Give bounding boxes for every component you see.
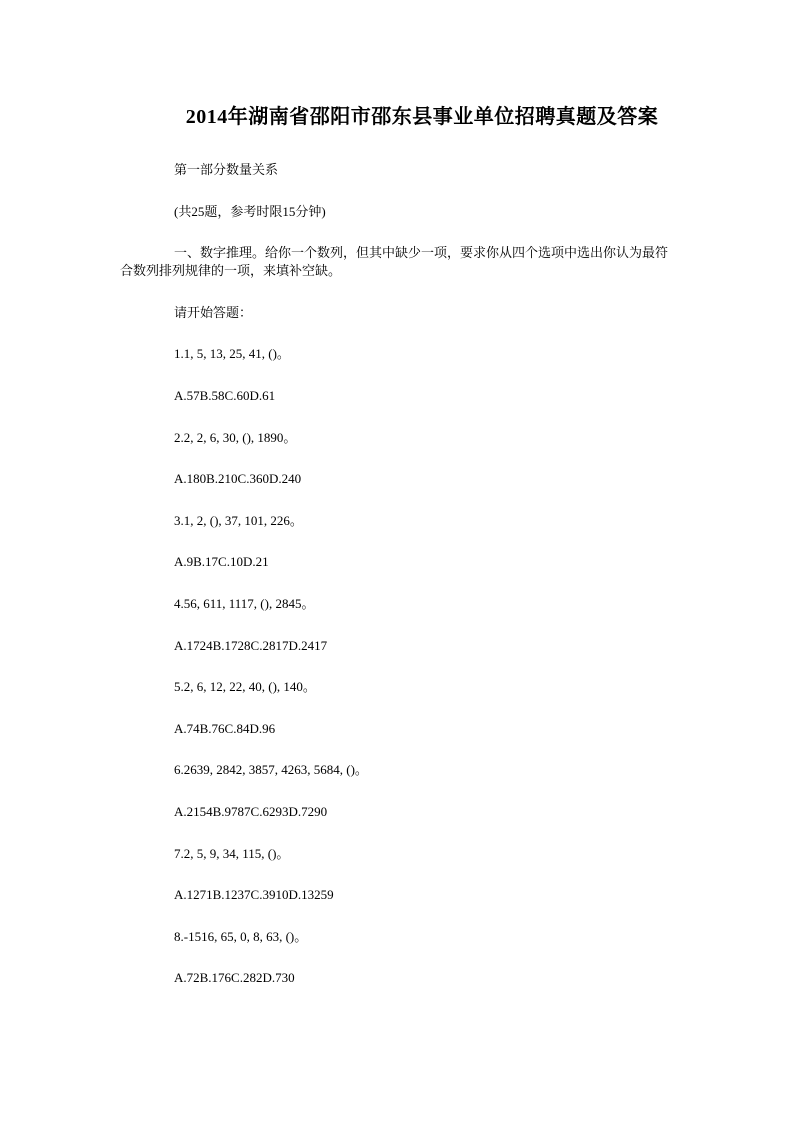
section-heading: 第一部分数量关系: [174, 162, 279, 177]
instructions: 一、数字推理。给你一个数列，但其中缺少一项，要求你从四个选项中选出你认为最符合数列排列规律的一项，来填补空缺。: [120, 245, 669, 279]
options-6: A.2154B.9787C.6293D.7290: [174, 803, 328, 819]
options-8: A.72B.176C.282D.730: [174, 970, 295, 986]
question-6: 6.2639, 2842, 3857, 4263, 5684, ()。: [174, 762, 368, 778]
question-1: 1.1, 5, 13, 25, 41, ()。: [174, 346, 290, 362]
document-body: [120, 161, 680, 1011]
question-2: 2.2, 2, 6, 30, (), 1890。: [174, 429, 297, 445]
question-7: 7.2, 5, 9, 34, 115, ()。: [174, 845, 290, 861]
options-2: A.180B.210C.360D.240: [174, 471, 302, 487]
options-1: A.57B.58C.60D.61: [174, 387, 276, 403]
start-prompt: 请开始答题：: [174, 304, 253, 320]
options-5: A.74B.76C.84D.96: [174, 720, 276, 736]
section-note: (共25题，参考时限15分钟): [174, 203, 326, 219]
options-4: A.1724B.1728C.2817D.2417: [174, 637, 328, 653]
question-8: 8.-1516, 65, 0, 8, 63, ()。: [174, 928, 308, 944]
question-5: 5.2, 6, 12, 22, 40, (), 140。: [174, 679, 316, 695]
question-4: 4.56, 611, 1117, (), 2845。: [174, 595, 315, 611]
document-title: 2014年湖南省邵阳市邵东县事业单位招聘真题及答案: [185, 106, 659, 128]
options-3: A.9B.17C.10D.21: [174, 554, 269, 570]
options-7: A.1271B.1237C.3910D.13259: [174, 887, 334, 903]
question-3: 3.1, 2, (), 37, 101, 226。: [174, 512, 303, 528]
